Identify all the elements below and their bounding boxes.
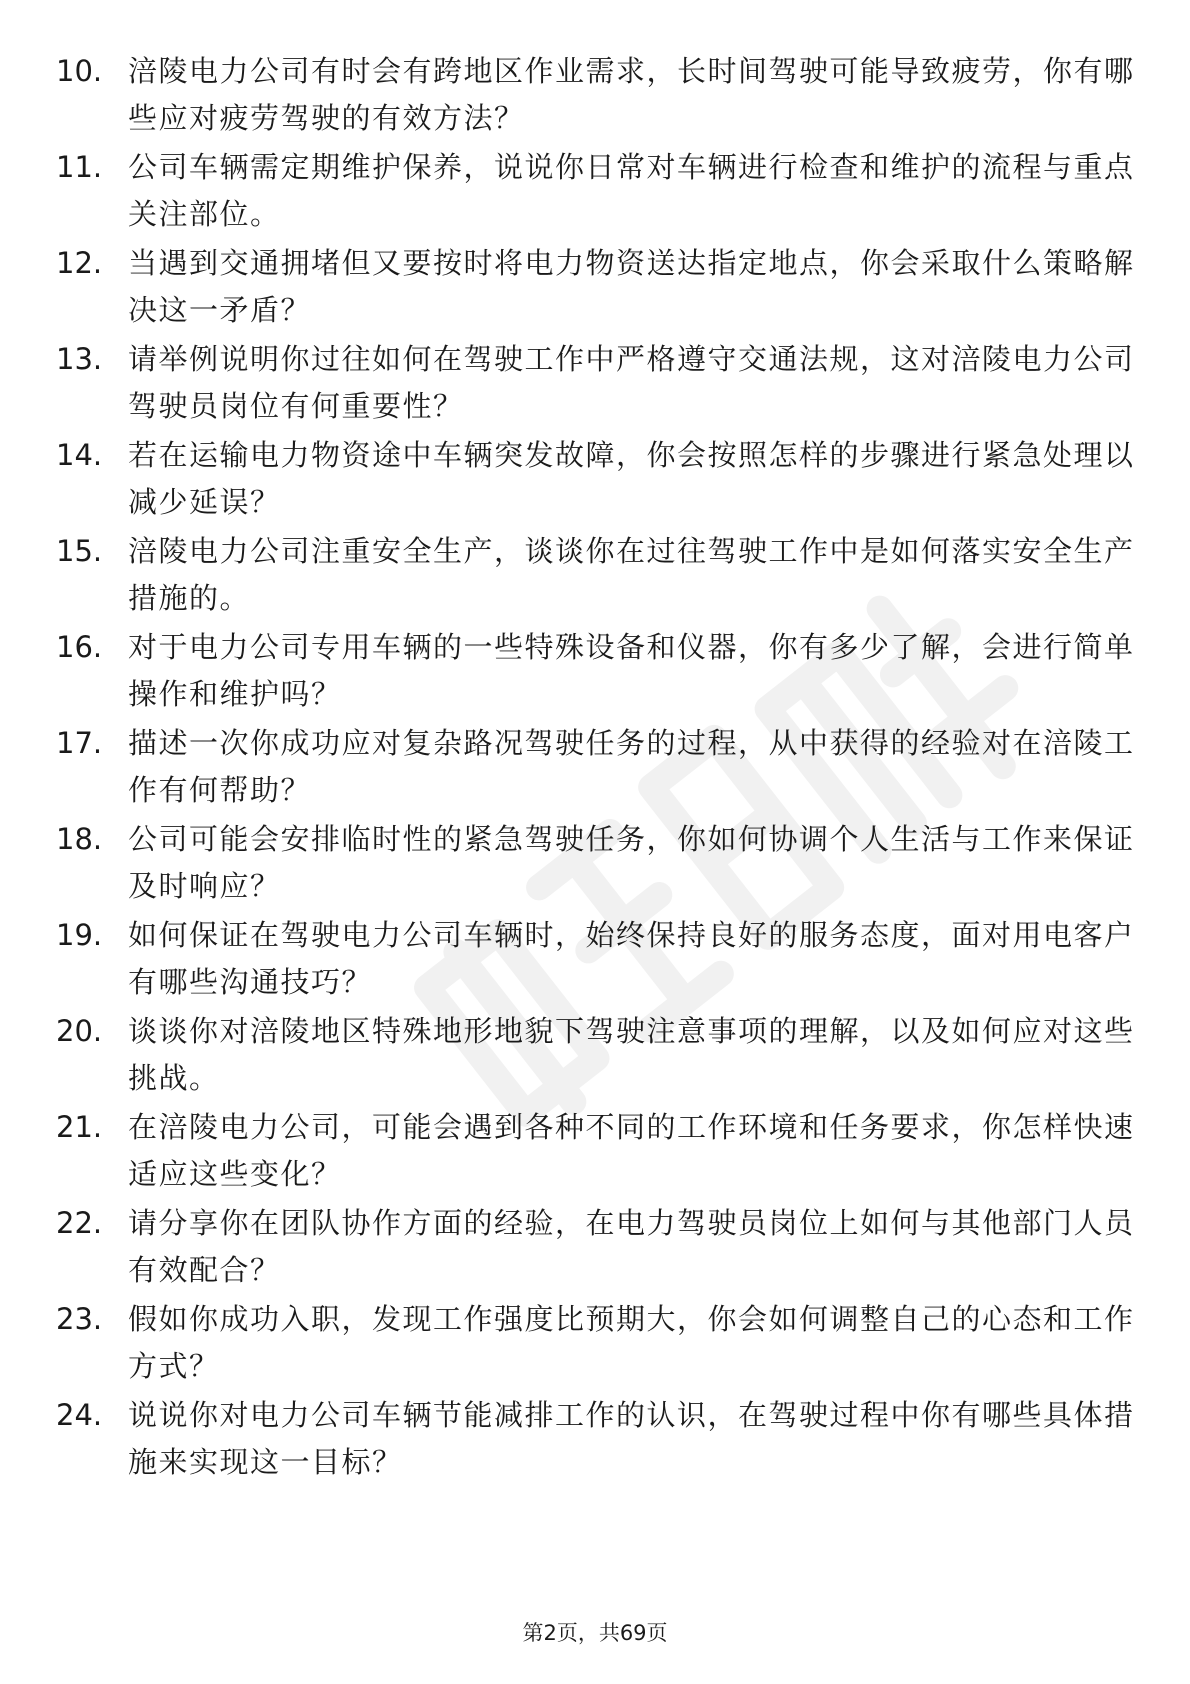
page-number-footer: 第2页，共69页: [522, 1621, 668, 1645]
question-number: 21.: [56, 1110, 103, 1144]
question-text: 若在运输电力物资途中车辆突发故障，你会按照怎样的步骤进行紧急处理以减少延误？: [128, 438, 1135, 519]
question-number: 10.: [56, 54, 103, 88]
question-item: [56, 432, 1146, 528]
question-item: [56, 528, 1146, 624]
question-number: 13.: [56, 342, 103, 376]
question-number: 19.: [56, 918, 103, 952]
question-text: 公司可能会安排临时性的紧急驾驶任务，你如何协调个人生活与工作来保证及时响应？: [128, 822, 1135, 903]
question-text: 假如你成功入职，发现工作强度比预期大，你会如何调整自己的心态和工作方式？: [128, 1302, 1135, 1383]
question-item: [56, 1008, 1146, 1104]
question-number: 20.: [56, 1014, 103, 1048]
question-text: 描述一次你成功应对复杂路况驾驶任务的过程，从中获得的经验对在涪陵工作有何帮助？: [128, 726, 1135, 807]
question-text: 当遇到交通拥堵但又要按时将电力物资送达指定地点，你会采取什么策略解决这一矛盾？: [128, 246, 1135, 327]
question-item: [56, 144, 1146, 240]
question-item: [56, 720, 1146, 816]
question-item: [56, 240, 1146, 336]
question-item: [56, 1296, 1146, 1392]
question-item: [56, 1104, 1146, 1200]
question-number: 22.: [56, 1206, 103, 1240]
question-text: 公司车辆需定期维护保养，说说你日常对车辆进行检查和维护的流程与重点关注部位。: [128, 150, 1135, 231]
question-text: 谈谈你对涪陵地区特殊地形地貌下驾驶注意事项的理解，以及如何应对这些挑战。: [128, 1014, 1135, 1095]
question-number: 16.: [56, 630, 103, 664]
question-item: [56, 48, 1146, 144]
question-number: 18.: [56, 822, 103, 856]
question-text: 请举例说明你过往如何在驾驶工作中严格遵守交通法规，这对涪陵电力公司驾驶员岗位有何重要性？: [128, 342, 1135, 423]
question-number: 23.: [56, 1302, 103, 1336]
question-item: [56, 1200, 1146, 1296]
question-text: 涪陵电力公司有时会有跨地区作业需求，长时间驾驶可能导致疲劳，你有哪些应对疲劳驾驶的有效方法？: [128, 54, 1135, 135]
question-text: 请分享你在团队协作方面的经验，在电力驾驶员岗位上如何与其他部门人员有效配合？: [128, 1206, 1135, 1287]
question-text: 在涪陵电力公司，可能会遇到各种不同的工作环境和任务要求，你怎样快速适应这些变化？: [128, 1110, 1135, 1191]
question-text: 涪陵电力公司注重安全生产，谈谈你在过往驾驶工作中是如何落实安全生产措施的。: [128, 534, 1135, 615]
question-item: [56, 816, 1146, 912]
question-text: 如何保证在驾驶电力公司车辆时，始终保持良好的服务态度，面对用电客户有哪些沟通技巧？: [128, 918, 1135, 999]
question-item: [56, 912, 1146, 1008]
question-text: 对于电力公司专用车辆的一些特殊设备和仪器，你有多少了解，会进行简单操作和维护吗？: [128, 630, 1135, 711]
question-number: 17.: [56, 726, 103, 760]
question-number: 15.: [56, 534, 103, 568]
question-number: 12.: [56, 246, 103, 280]
question-number: 24.: [56, 1398, 103, 1432]
question-item: [56, 624, 1146, 720]
question-item: [56, 336, 1146, 432]
question-number: 14.: [56, 438, 103, 472]
question-text: 说说你对电力公司车辆节能减排工作的认识，在驾驶过程中你有哪些具体措施来实现这一目标？: [128, 1398, 1135, 1479]
question-number: 11.: [56, 150, 103, 184]
question-item: [56, 1392, 1146, 1488]
